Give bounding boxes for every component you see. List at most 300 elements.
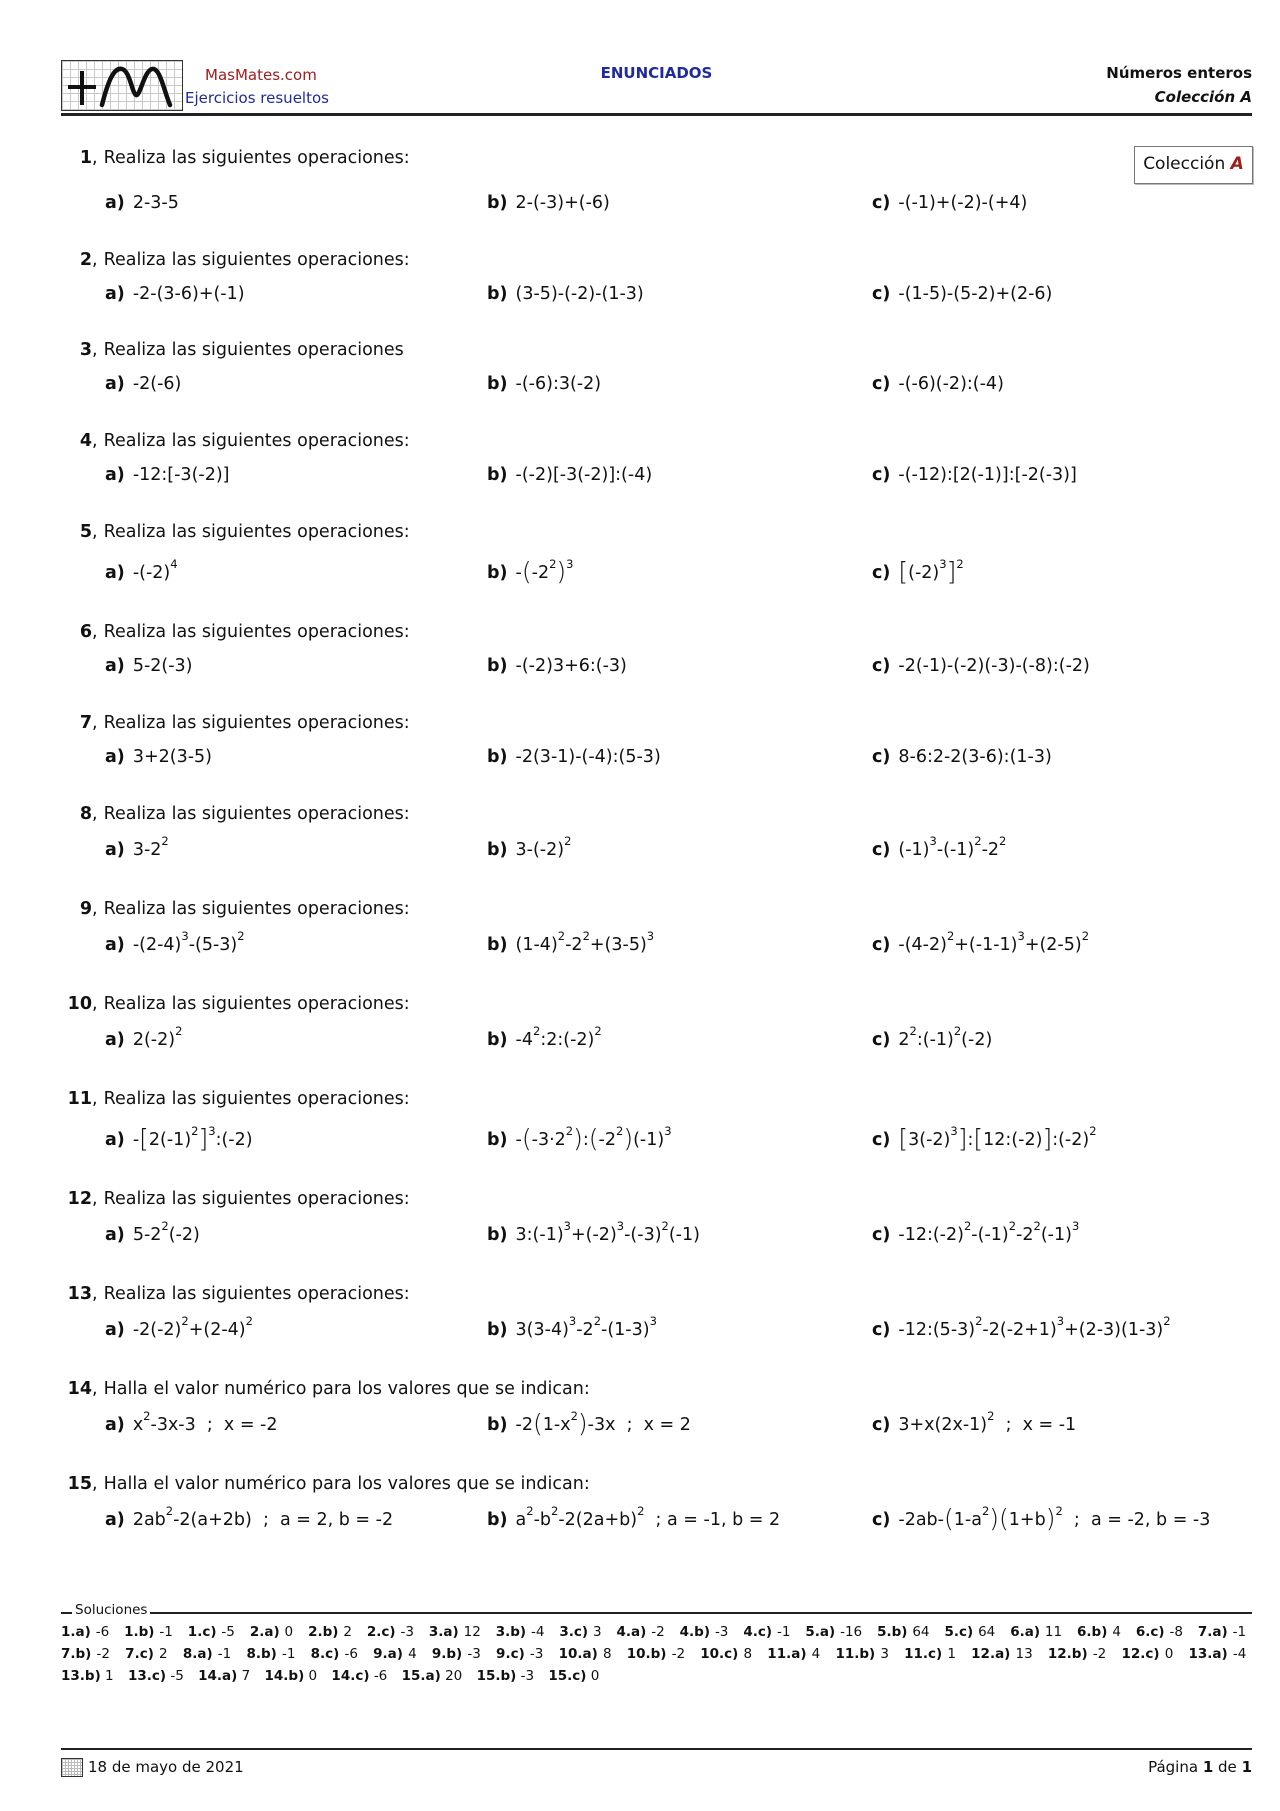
exercise-part-a: [105, 374, 181, 394]
solution-item: [331, 1668, 387, 1684]
part-label: a): [105, 284, 125, 304]
exercise-part-b: [487, 557, 574, 586]
exercise-statement: Halla el valor numérico para los valores que se indican:: [103, 1474, 590, 1494]
solution-value: 2: [343, 1624, 352, 1640]
part-label: a): [105, 747, 125, 767]
exponent: 2: [1089, 1124, 1097, 1139]
math-expression: [898, 656, 1090, 676]
expression-text: -2(-1)-(-2)(-3)-(-8):(-2): [898, 656, 1090, 676]
expression-text: (-1): [1040, 1225, 1072, 1245]
exponent: 2: [999, 834, 1007, 849]
exercise-heading: [50, 1474, 590, 1494]
exercise-part-a: [105, 1314, 253, 1340]
exercise-number-separator: ,: [92, 148, 98, 168]
exercise-part-c: [872, 193, 1027, 213]
exercise-number-separator: ,: [92, 1089, 98, 1109]
expression-text: -2-(3-6)+(-1): [132, 284, 245, 304]
footer-date: 18 de mayo de 2021: [88, 1758, 244, 1776]
solution-item: [627, 1646, 685, 1662]
solution-key: 14.b): [264, 1668, 305, 1684]
part-label: b): [487, 935, 508, 955]
part-label: c): [872, 465, 891, 485]
solution-value: 7: [241, 1668, 251, 1684]
exercise-part-c: [872, 834, 1007, 860]
exercise-part-c: [872, 1314, 1171, 1340]
solution-item: [1188, 1646, 1246, 1662]
solution-item: [128, 1668, 184, 1684]
exercise-number: 6: [79, 622, 92, 642]
solution-key: 13.c): [127, 1668, 167, 1684]
solution-key: 7.b): [61, 1646, 92, 1662]
part-label: b): [487, 656, 508, 676]
solution-key: 4.c): [743, 1624, 773, 1640]
exercise-part-a: [105, 1409, 278, 1435]
expression-text: -(-3): [624, 1225, 662, 1245]
expression-text: (-1): [668, 1225, 700, 1245]
exponent: 3: [939, 557, 947, 572]
exponent: 2: [175, 1024, 183, 1039]
expression-text: -(-2)[-3(-2)]:(-4): [515, 465, 653, 485]
solution-value: -3: [467, 1646, 481, 1662]
large-bracket: ]: [1042, 1124, 1053, 1153]
exercise-heading: [50, 994, 410, 1014]
math-expression: [516, 284, 644, 304]
collection-badge: [1134, 146, 1253, 184]
solution-key: 13.a): [1188, 1646, 1228, 1662]
solution-item: [61, 1624, 109, 1640]
solution-value: -8: [1169, 1624, 1183, 1640]
solution-key: 9.c): [496, 1646, 525, 1662]
math-expression: [898, 1314, 1171, 1340]
exercise-part-c: [872, 1409, 1077, 1435]
math-expression: [516, 193, 610, 213]
exercise-statement: Realiza las siguientes operaciones:: [103, 622, 410, 642]
part-label: a): [105, 1415, 125, 1435]
part-label: a): [105, 1030, 125, 1050]
solution-value: 4: [408, 1646, 417, 1662]
expression-text: -3x ; x = 2: [587, 1415, 691, 1435]
solution-value: -2: [651, 1624, 665, 1640]
solution-value: 4: [1112, 1624, 1121, 1640]
solution-value: -3: [400, 1624, 414, 1640]
exponent: 2: [570, 1409, 578, 1424]
solution-item: [617, 1624, 665, 1640]
expression-text: -: [515, 563, 522, 583]
expression-text: -(4-2): [898, 935, 947, 955]
expression-text: :(-2): [215, 1130, 253, 1150]
solution-item: [367, 1624, 414, 1640]
solution-item: [308, 1624, 352, 1640]
large-bracket: ): [577, 1409, 588, 1438]
part-label: b): [487, 1030, 508, 1050]
solution-value: -4: [531, 1624, 545, 1640]
math-expression: [132, 929, 245, 955]
expression-text: 5-2(-3): [132, 656, 193, 676]
solution-item: [904, 1646, 956, 1662]
solution-key: 3.a): [428, 1624, 459, 1640]
part-label: a): [105, 465, 125, 485]
solution-key: 9.b): [431, 1646, 463, 1662]
solution-item: [971, 1646, 1033, 1662]
solution-value: 4: [811, 1646, 821, 1662]
solution-value: 1: [105, 1668, 114, 1684]
exponent: 3: [929, 834, 937, 849]
exponent: 2: [593, 1314, 602, 1329]
solution-value: 64: [912, 1624, 930, 1640]
exercise-statement: Realiza las siguientes operaciones:: [103, 250, 410, 270]
exponent: 2: [237, 929, 245, 944]
expression-text: :: [967, 1130, 974, 1150]
large-bracket: [: [898, 557, 909, 586]
exercise-part-a: [105, 193, 179, 213]
expression-text: ; a = -2, b = -3: [1062, 1510, 1211, 1530]
math-expression: [132, 557, 178, 583]
expression-text: -(-1)+(-2)-(+4): [898, 193, 1028, 213]
exercise-statement: Realiza las siguientes operaciones:: [103, 522, 410, 542]
solution-item: [124, 1624, 173, 1640]
expression-text: (-2): [168, 1225, 200, 1245]
solution-value: -1: [1232, 1624, 1247, 1640]
solution-key: 6.c): [1135, 1624, 1165, 1640]
part-label: c): [872, 374, 891, 394]
solution-item: [767, 1646, 820, 1662]
exercise-heading: [50, 899, 410, 919]
solution-value: -3: [529, 1646, 544, 1662]
solution-value: -1: [776, 1624, 791, 1640]
exercise-heading: [50, 340, 404, 360]
exponent: 3: [649, 1314, 657, 1329]
solution-key: 1.b): [124, 1624, 155, 1640]
solution-value: -6: [344, 1646, 358, 1662]
part-label: a): [105, 935, 125, 955]
solution-item: [1077, 1624, 1121, 1640]
solution-key: 8.c): [310, 1646, 340, 1662]
exponent: 2: [909, 1024, 917, 1039]
solutions-list: [61, 1621, 1256, 1687]
math-expression: [133, 284, 245, 304]
part-label: b): [487, 563, 508, 583]
expression-text: 12:(-2): [983, 1130, 1043, 1150]
expression-text: -3·2: [531, 1130, 566, 1150]
solution-item: [183, 1646, 231, 1662]
site-subtitle: Ejercicios resueltos: [185, 89, 329, 107]
math-expression: [132, 1124, 253, 1153]
exercise-part-c: [872, 1024, 993, 1050]
expression-text: -: [132, 1130, 140, 1150]
exponent: 2: [1055, 1504, 1063, 1519]
expression-text: +(3-5): [589, 935, 647, 955]
solution-key: 3.b): [495, 1624, 527, 1640]
solution-key: 12.c): [1121, 1646, 1160, 1662]
exponent: 2: [1008, 1219, 1017, 1234]
expression-text: 8-6:2-2(3-6):(1-3): [898, 747, 1052, 767]
expression-text: :(-2): [1052, 1130, 1090, 1150]
exercise-statement: Realiza las siguientes operaciones:: [103, 804, 410, 824]
solution-key: 2.a): [249, 1624, 280, 1640]
part-label: a): [105, 1510, 125, 1530]
exercise-number: 14: [67, 1379, 92, 1399]
exercise-part-c: [872, 656, 1090, 676]
exercise-heading: [50, 1089, 410, 1109]
math-expression: [898, 193, 1027, 213]
exponent: 2: [974, 834, 982, 849]
solution-item: [680, 1624, 729, 1640]
solution-item: [835, 1646, 889, 1662]
solution-item: [402, 1668, 463, 1684]
exponent: 2: [1033, 1219, 1041, 1234]
exercise-number-separator: ,: [92, 804, 98, 824]
exercise-number-separator: ,: [92, 1189, 98, 1209]
expression-text: ; x = -1: [994, 1415, 1077, 1435]
exercise-statement: Realiza las siguientes operaciones:: [103, 431, 410, 451]
solution-value: 8: [602, 1646, 612, 1662]
part-label: c): [872, 284, 891, 304]
expression-text: 3(-2): [908, 1130, 951, 1150]
large-bracket: [: [973, 1124, 984, 1153]
doc-type-title: ENUNCIADOS: [600, 64, 713, 82]
math-expression: [898, 284, 1052, 304]
solution-item: [700, 1646, 752, 1662]
exponent: 2: [161, 1219, 169, 1234]
exercise-number: 10: [67, 994, 92, 1014]
part-label: b): [487, 1510, 508, 1530]
solution-item: [496, 1624, 545, 1640]
exponent: 2: [1163, 1314, 1171, 1329]
large-bracket: (: [521, 1124, 532, 1153]
exercise-part-c: [872, 929, 1090, 955]
math-expression: [898, 834, 1007, 860]
math-expression: [132, 834, 169, 860]
solution-key: 5.c): [944, 1624, 974, 1640]
expression-text: 2-3-5: [132, 193, 179, 213]
solution-value: -3: [520, 1668, 535, 1684]
expression-text: -4: [515, 1030, 533, 1050]
exponent: 2: [975, 1314, 983, 1329]
expression-text: -2: [981, 840, 1000, 860]
exercise-part-b: [487, 1409, 691, 1438]
exercise-number: 4: [79, 431, 92, 451]
solution-key: 13.b): [61, 1668, 101, 1684]
solution-item: [1121, 1646, 1173, 1662]
expression-text: 3(3-4): [515, 1320, 569, 1340]
exponent: 2: [981, 1504, 990, 1519]
expression-text: -(-12):[2(-1)]:[-2(-3)]: [898, 465, 1077, 485]
expression-text: :: [582, 1130, 589, 1150]
solution-value: 1: [947, 1646, 956, 1662]
solution-value: 2: [159, 1646, 168, 1662]
exercise-part-a: [105, 747, 212, 767]
solution-item: [877, 1624, 929, 1640]
solution-value: 11: [1044, 1624, 1063, 1640]
solution-item: [559, 1624, 601, 1640]
solution-key: 12.b): [1047, 1646, 1088, 1662]
math-expression: [515, 1219, 700, 1245]
exponent: 3: [1056, 1314, 1065, 1329]
exponent: 2: [987, 1409, 995, 1424]
part-label: b): [487, 374, 508, 394]
solution-key: 5.a): [805, 1624, 836, 1640]
math-expression: [515, 1504, 781, 1530]
solution-item: [477, 1668, 535, 1684]
solutions-divider: [61, 1612, 1252, 1614]
large-bracket: ]: [957, 1124, 968, 1153]
exponent: 2: [551, 1504, 559, 1519]
expression-text: 5-2: [132, 1225, 162, 1245]
part-label: a): [105, 374, 125, 394]
exponent: 2: [165, 1504, 174, 1519]
exercise-number-separator: ,: [92, 899, 98, 919]
exercise-statement: Realiza las siguientes operaciones:: [103, 713, 410, 733]
math-expression: [132, 1504, 394, 1530]
expression-text: 1-a: [953, 1510, 982, 1530]
exponent: 2: [143, 1409, 151, 1424]
exercise-heading: [50, 250, 410, 270]
exponent: 3: [950, 1124, 958, 1139]
exercise-part-a: [105, 284, 245, 304]
solution-value: 0: [590, 1668, 600, 1684]
part-label: c): [872, 747, 891, 767]
math-expression: [515, 1409, 691, 1438]
expression-text: -2(-2+1): [982, 1320, 1057, 1340]
exponent: 2: [953, 1024, 962, 1039]
large-bracket: [: [898, 1124, 909, 1153]
expression-text: -(1-3): [601, 1320, 650, 1340]
expression-text: 2(-2): [132, 1030, 176, 1050]
solution-value: 0: [284, 1624, 294, 1640]
part-label: c): [872, 840, 891, 860]
math-expression: [515, 834, 572, 860]
exercise-statement: Halla el valor numérico para los valores que se indican:: [103, 1379, 590, 1399]
expression-text: -(-2)3+6:(-3): [515, 656, 627, 676]
part-label: c): [872, 193, 891, 213]
expression-text: -2: [565, 935, 583, 955]
solution-key: 5.b): [877, 1624, 908, 1640]
expression-text: -3x-3 ; x = -2: [150, 1415, 278, 1435]
exercise-number-separator: ,: [92, 340, 98, 360]
part-label: b): [487, 1415, 508, 1435]
part-label: a): [105, 1225, 125, 1245]
large-bracket: (: [532, 1409, 543, 1438]
expression-text: 3-2: [132, 840, 162, 860]
math-expression: [898, 1024, 993, 1050]
solution-value: -6: [373, 1668, 388, 1684]
expression-text: -2(-2): [132, 1320, 182, 1340]
math-expression: [133, 465, 230, 485]
part-label: b): [487, 193, 508, 213]
exponent: 3: [1071, 1219, 1080, 1234]
math-expression: [898, 1219, 1080, 1245]
exercise-statement: Realiza las siguientes operaciones:: [103, 148, 410, 168]
part-label: c): [872, 935, 891, 955]
solution-key: 3.c): [559, 1624, 589, 1640]
solution-value: -4: [1232, 1646, 1247, 1662]
exercise-heading: [50, 1379, 590, 1399]
exercise-part-a: [105, 557, 178, 583]
exercise-number: 2: [79, 250, 92, 270]
page-header: [61, 60, 1252, 116]
part-label: c): [872, 1510, 891, 1530]
exponent: 2: [532, 1024, 541, 1039]
solution-value: 12: [463, 1624, 481, 1640]
solution-item: [1198, 1624, 1246, 1640]
math-expression: [132, 1314, 253, 1340]
collection-title: Colección A: [1154, 88, 1252, 106]
exercise-part-b: [487, 656, 627, 676]
solution-item: [743, 1624, 790, 1640]
exponent: 2: [564, 834, 572, 849]
solution-item: [432, 1646, 481, 1662]
exercise-statement: Realiza las siguientes operaciones:: [103, 1089, 410, 1109]
exercise-part-b: [487, 1024, 602, 1050]
math-expression: [515, 1314, 657, 1340]
large-bracket: ): [989, 1504, 1000, 1533]
solution-key: 9.a): [373, 1646, 403, 1662]
math-expression: [898, 557, 964, 586]
expression-text: -2(2a+b): [558, 1510, 638, 1530]
exercise-number-separator: ,: [92, 1474, 98, 1494]
exercise-heading: [50, 1189, 410, 1209]
exercise-part-b: [487, 1314, 657, 1340]
solution-value: 0: [308, 1668, 318, 1684]
exercise-part-b: [487, 1504, 781, 1530]
exercise-part-a: [105, 656, 193, 676]
exercise-heading: [50, 522, 410, 542]
expression-text: -2: [515, 1415, 533, 1435]
expression-text: -2ab-: [898, 1510, 944, 1530]
expression-text: -2(3-1)-(-4):(5-3): [515, 747, 661, 767]
part-label: c): [872, 1030, 891, 1050]
solution-item: [1048, 1646, 1106, 1662]
exercise-number: 1: [79, 148, 92, 168]
part-label: c): [872, 656, 891, 676]
exponent: 3: [566, 557, 574, 572]
expression-text: :(-1): [916, 1030, 954, 1050]
math-expression: [516, 374, 602, 394]
expression-text: 1-x: [542, 1415, 571, 1435]
solution-key: 15.a): [401, 1668, 441, 1684]
solution-item: [559, 1646, 612, 1662]
solution-value: -5: [221, 1624, 235, 1640]
exponent: 3: [1017, 929, 1025, 944]
exercise-part-c: [872, 1504, 1211, 1533]
exponent: 2: [191, 1124, 199, 1139]
large-bracket: ): [623, 1124, 634, 1153]
page-prefix: Página: [1148, 1758, 1203, 1776]
exercise-number-separator: ,: [92, 250, 98, 270]
exponent: 3: [568, 1314, 577, 1329]
expression-text: 2: [898, 1030, 910, 1050]
exponent: 2: [1081, 929, 1090, 944]
solution-key: 14.a): [198, 1668, 238, 1684]
exercise-part-c: [872, 557, 964, 586]
part-label: b): [487, 284, 508, 304]
math-expression: [898, 1124, 1097, 1153]
exercise-number: 5: [79, 522, 92, 542]
solution-value: 3: [880, 1646, 889, 1662]
exercise-number: 8: [79, 804, 92, 824]
part-label: a): [105, 1130, 125, 1150]
masmates-small-logo-icon: [61, 1758, 83, 1777]
exercise-number-separator: ,: [92, 622, 98, 642]
solution-item: [944, 1624, 995, 1640]
exponent: 2: [963, 1219, 972, 1234]
part-label: b): [487, 840, 508, 860]
expression-text: 3+x(2x-1): [898, 1415, 988, 1435]
exponent: 3: [181, 929, 189, 944]
solution-item: [250, 1624, 293, 1640]
expression-text: 2-(-3)+(-6): [515, 193, 610, 213]
expression-text: -2: [576, 1320, 594, 1340]
